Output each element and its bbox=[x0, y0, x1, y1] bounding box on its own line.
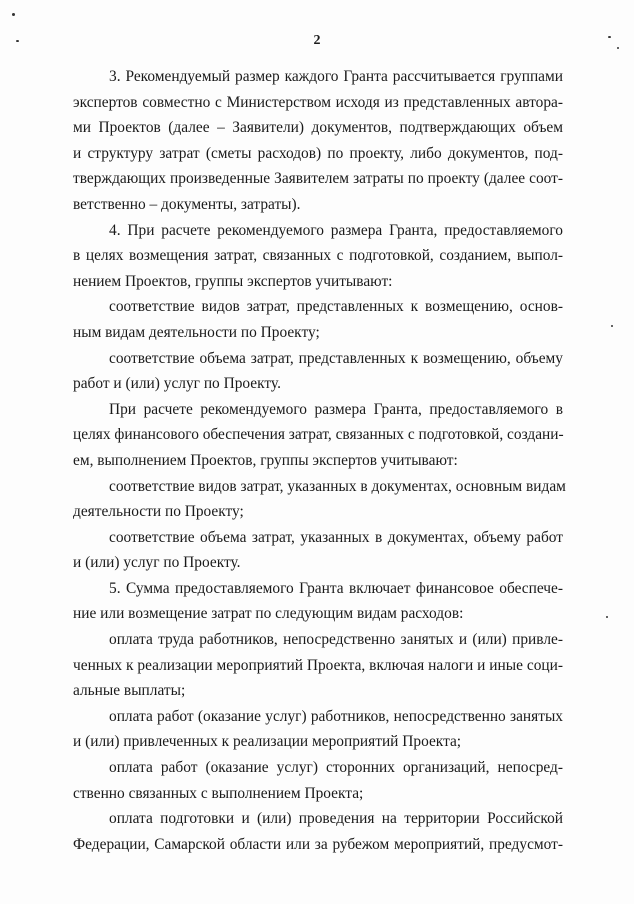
paragraph bbox=[73, 64, 563, 218]
text-line: нением Проектов, группы экспертов учитывают: bbox=[73, 272, 393, 290]
text-line: деятельности по Проекту; bbox=[73, 503, 244, 521]
text-line: соответствие видов затрат, указанных в документах, основным видам bbox=[109, 477, 566, 495]
scan-speck bbox=[617, 47, 619, 49]
text-line: и структуру затрат (сметы расходов) по проекту, либо документов, под- bbox=[73, 144, 563, 162]
text-line: соответствие видов затрат, представленных к возмещению, основ- bbox=[109, 298, 563, 316]
text-line: 5. Сумма предоставляемого Гранта включает финансовое обеспече- bbox=[109, 579, 563, 597]
text-line: При расчете рекомендуемого размера Гранта, предоставляемого в bbox=[109, 400, 563, 418]
paragraph bbox=[73, 294, 563, 345]
page-number: 2 bbox=[313, 33, 321, 48]
text-line: ным видам деятельности по Проекту; bbox=[73, 323, 320, 341]
text-line: ветственно – документы, затраты). bbox=[73, 195, 301, 213]
text-line: оплата работ (оказание услуг) сторонних организаций, непосред- bbox=[109, 759, 563, 777]
text-line: Федерации, Самарской области или за рубежом мероприятий, предусмот- bbox=[73, 835, 563, 853]
paragraph bbox=[73, 346, 563, 397]
text-line: и (или) привлеченных к реализации мероприятий Проекта; bbox=[73, 733, 462, 751]
scan-speck bbox=[16, 40, 19, 42]
text-line: ственно связанных с выполнением Проекта; bbox=[73, 784, 364, 802]
scan-speck bbox=[611, 325, 613, 327]
paragraph bbox=[73, 627, 563, 704]
text-line: альные выплаты; bbox=[73, 682, 186, 700]
paragraph bbox=[73, 525, 563, 576]
paragraph bbox=[73, 755, 563, 806]
text-line: 3. Рекомендуемый размер каждого Гранта рассчитывается группами bbox=[109, 68, 563, 85]
scan-speck bbox=[606, 616, 608, 618]
text-line: ми Проектов (далее – Заявители) документов, подтверждающих объем bbox=[73, 119, 563, 137]
paragraph bbox=[73, 474, 566, 525]
text-line: экспертов совместно с Министерством исходя из представленных автора- bbox=[73, 93, 563, 111]
paragraph bbox=[73, 397, 563, 474]
text-line: соответствие объема затрат, представленных к возмещению, объему bbox=[109, 349, 563, 367]
paragraph bbox=[73, 576, 563, 627]
text-line: оплата работ (оказание услуг) работников, непосредственно занятых bbox=[109, 707, 563, 725]
text-line: соответствие объема затрат, указанных в документах, объему работ bbox=[109, 528, 563, 546]
text-line: ченных к реализации мероприятий Проекта, включая налоги и иные соци- bbox=[73, 656, 563, 674]
text-line: оплата труда работников, непосредственно занятых и (или) привле- bbox=[109, 631, 563, 649]
paragraph bbox=[73, 218, 563, 295]
scan-speck bbox=[608, 36, 611, 38]
text-line: тверждающих произведенные Заявителем затраты по проекту (далее соот- bbox=[73, 170, 563, 188]
text-line: 4. При расчете рекомендуемого размера Гранта, предоставляемого bbox=[109, 221, 563, 239]
text-line: и (или) услуг по Проекту. bbox=[73, 554, 241, 572]
text-line: в целях возмещения затрат, связанных с подготовкой, созданием, выпол- bbox=[73, 247, 563, 265]
text-line: оплата подготовки и (или) проведения на территории Российской bbox=[109, 810, 563, 828]
document-body bbox=[73, 64, 566, 857]
text-line: целях финансового обеспечения затрат, связанных с подготовкой, создани- bbox=[73, 426, 564, 444]
text-line: ние или возмещение затрат по следующим видам расходов: bbox=[73, 605, 464, 623]
text-line: работ и (или) услуг по Проекту. bbox=[73, 375, 281, 393]
scan-speck bbox=[12, 13, 15, 16]
paragraph bbox=[73, 704, 563, 755]
text-line: ем, выполнением Проектов, группы экспертов учитывают: bbox=[73, 451, 458, 469]
paragraph bbox=[73, 806, 563, 857]
